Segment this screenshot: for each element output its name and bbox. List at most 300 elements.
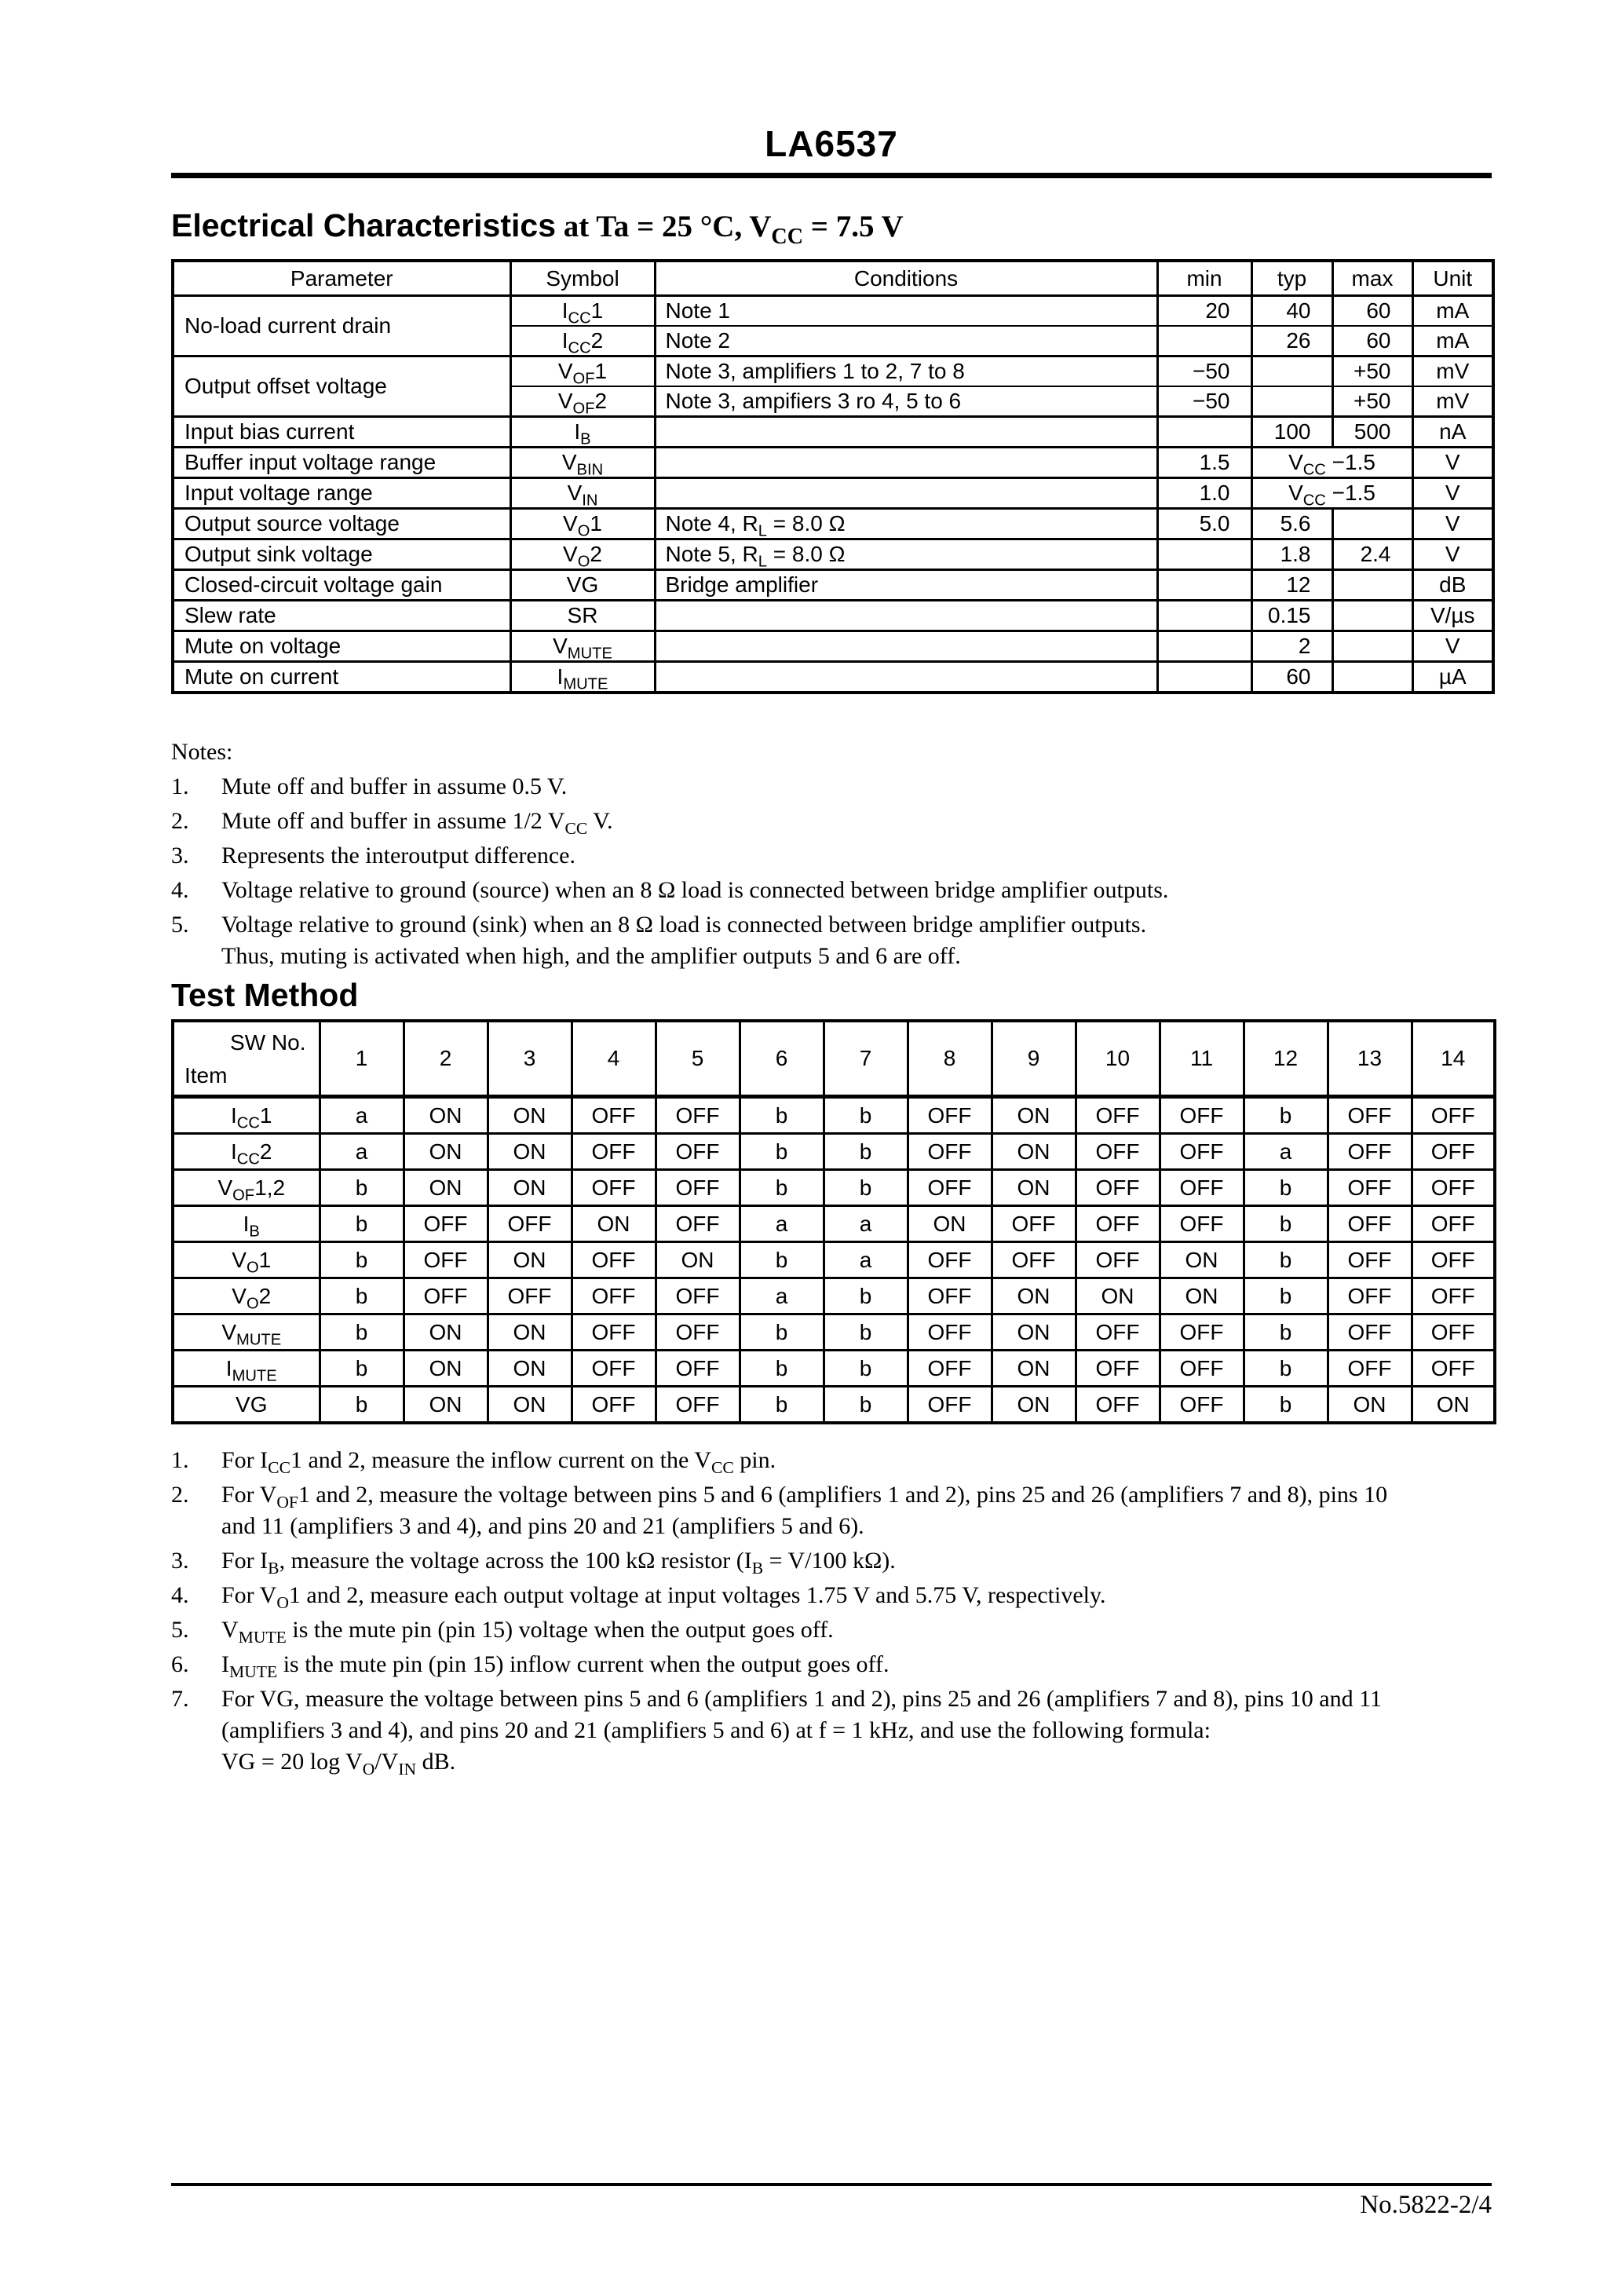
ec-unit-cell: V/µs [1412,601,1493,631]
note-number: 1. [171,773,189,799]
note-item [171,1479,1506,1542]
note-line: (amplifiers 3 and 4), and pins 20 and 21 (amplifiers 5 and 6) at f = 1 kHz, and use the following formula: [221,1717,1211,1743]
ec-typ-cell: 26 [1251,326,1332,356]
ec-header-cell: min [1157,261,1251,296]
test-value-cell: OFF [1412,1134,1495,1170]
section-title-conditions: at Ta = 25 °C, $V_{CC} = 7.5$ V [556,210,904,249]
ec-unit-cell: mA [1412,326,1493,356]
ec-max-cell: +50 [1332,356,1412,387]
test-table-row [173,1206,1495,1242]
ec-header-cell: Conditions [655,261,1157,296]
test-value-cell: ON [656,1242,740,1278]
test-value-cell: ON [404,1387,488,1424]
section-title-text: Electrical Characteristics [171,207,556,243]
test-value-cell: b [320,1242,404,1278]
test-value-cell: OFF [572,1387,656,1424]
ec-typ-cell: 100 [1251,417,1332,448]
note-text [221,1614,1506,1646]
test-value-cell: OFF [656,1314,740,1351]
ec-parameter-cell: Output source voltage [173,509,510,539]
note-text [221,909,1492,972]
ec-table-row [173,296,1493,327]
test-value-cell: ON [404,1314,488,1351]
ec-symbol-cell: $V_{IN}$ [510,478,655,509]
test-table-row [173,1278,1495,1314]
note-item [171,1580,1506,1611]
note-line: VG = 20 $\log V_O/V_{IN}$ dB. [221,1749,456,1779]
test-value-cell: b [1244,1278,1328,1314]
page-number: No.5822-2/4 [1360,2191,1492,2219]
ec-max-cell [1332,601,1412,631]
ec-typ-max-cell: $V_{CC} -1.5$ [1251,448,1412,478]
test-value-cell: OFF [656,1206,740,1242]
test-value-cell: OFF [404,1206,488,1242]
test-value-cell: ON [488,1314,572,1351]
note-item [171,1545,1506,1577]
test-value-cell: b [1244,1351,1328,1387]
note-number: 2. [171,808,189,834]
test-item-cell: $I_{CC}2$ [173,1134,320,1170]
ec-parameter-cell: Mute on voltage [173,631,510,662]
ec-symbol-cell: $I_{CC}1$ [510,296,655,327]
test-value-cell: OFF [572,1170,656,1206]
ec-header-cell: Unit [1412,261,1493,296]
note-line: For $V_O1$ and 2, measure each output voltage at input voltages 1.75 V and 5.75 V, respectively. [221,1582,1106,1612]
test-value-cell: OFF [1160,1387,1244,1424]
footer-rule [171,2183,1492,2186]
test-value-cell: OFF [908,1278,992,1314]
test-value-cell: OFF [908,1351,992,1387]
ec-table-row [173,417,1493,448]
test-value-cell: b [1244,1097,1328,1134]
test-value-cell: OFF [1160,1097,1244,1134]
test-value-cell: b [740,1387,824,1424]
test-table-row [173,1351,1495,1387]
ec-typ-cell [1251,386,1332,417]
ec-table-row [173,448,1493,478]
test-value-cell: b [824,1097,908,1134]
ec-conditions-cell [655,448,1157,478]
test-value-cell: b [1244,1242,1328,1278]
note-text [221,1580,1506,1611]
test-value-cell: b [320,1314,404,1351]
test-header-row [173,1021,1495,1097]
ec-parameter-cell: Mute on current [173,662,510,693]
ec-conditions-cell: Note 5, $R_L = 8.0$ Ω [655,539,1157,570]
ec-table-row [173,631,1493,662]
sw-number-cell: 7 [824,1021,908,1097]
ec-max-cell [1332,662,1412,693]
ec-min-cell [1157,662,1251,693]
test-value-cell: OFF [656,1134,740,1170]
test-item-cell: $I_{CC}1$ [173,1097,320,1134]
ec-unit-cell: mV [1412,356,1493,387]
ec-min-cell [1157,601,1251,631]
note-number: 4. [171,877,189,903]
test-value-cell: b [824,1170,908,1206]
note-line: Voltage relative to ground (sink) when an 8 Ω load is connected between bridge amplifier outputs. [221,912,1147,938]
ec-unit-cell: V [1412,448,1493,478]
note-number: 3. [171,1548,189,1574]
ec-conditions-cell [655,417,1157,448]
sw-number-cell: 6 [740,1021,824,1097]
test-value-cell: b [740,1097,824,1134]
ec-table-row [173,662,1493,693]
test-value-cell: ON [992,1351,1076,1387]
test-value-cell: OFF [572,1242,656,1278]
note-line: $V_{MUTE}$ is the mute pin (pin 15) voltage when the output goes off. [221,1617,834,1647]
test-value-cell: OFF [1412,1351,1495,1387]
ec-table-row [173,601,1493,631]
note-line: Voltage relative to ground (source) when an 8 Ω load is connected between bridge amplifier outputs. [221,877,1169,903]
test-value-cell: OFF [1160,1314,1244,1351]
test-value-cell: ON [1076,1278,1160,1314]
ec-conditions-cell: Bridge amplifier [655,570,1157,601]
section-title-electrical-characteristics [171,207,1492,249]
test-value-cell: OFF [1412,1242,1495,1278]
test-item-cell: $V_{MUTE}$ [173,1314,320,1351]
test-value-cell: b [1244,1206,1328,1242]
test-value-cell: OFF [1160,1134,1244,1170]
test-value-cell: ON [572,1206,656,1242]
note-line: For $V_{OF}1$ and 2, measure the voltage between pins 5 and 6 (amplifiers 1 and 2), pins 25 and 26 (amplifiers 7 and 8), pins 10 [221,1482,1388,1512]
test-method-notes [171,1445,1506,1781]
ec-max-cell: 2.4 [1332,539,1412,570]
ec-header-cell: typ [1251,261,1332,296]
test-value-cell: ON [488,1351,572,1387]
notes-title: Notes: [171,739,233,765]
test-value-cell: b [740,1170,824,1206]
sw-number-cell: 14 [1412,1021,1495,1097]
test-value-cell: ON [404,1170,488,1206]
ec-min-cell: −50 [1157,356,1251,387]
sw-number-cell: 5 [656,1021,740,1097]
notes-list [171,771,1492,972]
ec-unit-cell: µA [1412,662,1493,693]
ec-table-body [173,296,1493,693]
note-line: Thus, muting is activated when high, and the amplifier outputs 5 and 6 are off. [221,943,961,969]
ec-unit-cell: V [1412,631,1493,662]
ec-symbol-cell: VG [510,570,655,601]
test-value-cell: OFF [572,1278,656,1314]
test-value-cell: ON [992,1387,1076,1424]
note-text [221,1649,1506,1680]
test-value-cell: b [320,1387,404,1424]
ec-unit-cell: mA [1412,296,1493,327]
ec-symbol-cell: $V_O2$ [510,539,655,570]
sw-number-cell: 4 [572,1021,656,1097]
test-value-cell: ON [404,1351,488,1387]
ec-max-cell [1332,570,1412,601]
test-value-cell: ON [992,1134,1076,1170]
ec-parameter-cell: Input bias current [173,417,510,448]
note-line: Represents the interoutput difference. [221,843,575,868]
test-value-cell: OFF [1328,1242,1412,1278]
note-line: Mute off and buffer in assume 0.5 V. [221,773,568,799]
test-value-cell: OFF [656,1170,740,1206]
test-table-row [173,1170,1495,1206]
test-table-row [173,1387,1495,1424]
note-text [221,1545,1506,1577]
test-table-row [173,1314,1495,1351]
ec-parameter-cell: Closed-circuit voltage gain [173,570,510,601]
ec-typ-cell: 1.8 [1251,539,1332,570]
ec-table-row [173,509,1493,539]
test-value-cell: b [824,1387,908,1424]
note-number: 3. [171,843,189,868]
test-value-cell: OFF [1412,1278,1495,1314]
test-value-cell: OFF [1328,1314,1412,1351]
note-line: and 11 (amplifiers 3 and 4), and pins 20 and 21 (amplifiers 5 and 6). [221,1513,864,1539]
test-corner-cell [173,1021,320,1097]
test-value-cell: OFF [908,1314,992,1351]
test-value-cell: OFF [1412,1314,1495,1351]
test-value-cell: OFF [1076,1351,1160,1387]
test-value-cell: b [824,1351,908,1387]
note-text [221,840,1492,872]
test-value-cell: OFF [1076,1134,1160,1170]
ec-typ-cell: 40 [1251,296,1332,327]
test-value-cell: OFF [572,1097,656,1134]
test-item-cell: VG [173,1387,320,1424]
test-table-body [173,1097,1495,1424]
test-value-cell: OFF [488,1206,572,1242]
ec-conditions-cell: Note 3, amplifiers 1 to 2, 7 to 8 [655,356,1157,387]
ec-conditions-cell [655,478,1157,509]
part-number: LA6537 [765,123,898,164]
note-text [221,1479,1506,1542]
test-value-cell: b [824,1314,908,1351]
test-value-cell: OFF [1412,1097,1495,1134]
note-item [171,909,1492,972]
test-value-cell: OFF [1328,1097,1412,1134]
test-value-cell: OFF [992,1206,1076,1242]
test-value-cell: b [320,1206,404,1242]
test-value-cell: OFF [1076,1170,1160,1206]
test-value-cell: OFF [908,1097,992,1134]
note-text [221,875,1492,906]
test-value-cell: ON [992,1278,1076,1314]
ec-min-cell: 20 [1157,296,1251,327]
ec-typ-cell: 60 [1251,662,1332,693]
test-value-cell: a [740,1206,824,1242]
note-item [171,771,1492,803]
test-value-cell: b [1244,1387,1328,1424]
ec-parameter-cell: Output sink voltage [173,539,510,570]
ec-unit-cell: V [1412,539,1493,570]
ec-parameter-cell: No-load current drain [173,296,510,356]
test-value-cell: b [320,1351,404,1387]
ec-max-cell [1332,509,1412,539]
test-value-cell: a [1244,1134,1328,1170]
ec-table-row [173,478,1493,509]
test-value-cell: ON [992,1314,1076,1351]
test-table-row [173,1134,1495,1170]
test-value-cell: b [824,1278,908,1314]
test-value-cell: OFF [1076,1387,1160,1424]
section-title-test-method: Test Method [171,977,359,1013]
ec-min-cell [1157,631,1251,662]
test-value-cell: OFF [1076,1097,1160,1134]
test-value-cell: OFF [404,1278,488,1314]
test-item-cell: $V_O2$ [173,1278,320,1314]
test-value-cell: b [824,1134,908,1170]
header-rule [171,173,1492,178]
test-value-cell: ON [1412,1387,1495,1424]
test-value-cell: OFF [1076,1314,1160,1351]
ec-symbol-cell: $V_{OF}2$ [510,386,655,417]
test-value-cell: ON [488,1134,572,1170]
ec-parameter-cell: Output offset voltage [173,356,510,417]
ec-symbol-cell: $V_{MUTE}$ [510,631,655,662]
note-text [221,771,1492,803]
test-value-cell: OFF [1160,1206,1244,1242]
test-table-row [173,1242,1495,1278]
ec-conditions-cell: Note 4, $R_L = 8.0$ Ω [655,509,1157,539]
note-text [221,1684,1506,1778]
test-value-cell: b [320,1278,404,1314]
note-line: Mute off and buffer in assume 1/2 $V_{CC}$ V. [221,808,613,838]
test-value-cell: OFF [488,1278,572,1314]
ec-symbol-cell: $V_{BIN}$ [510,448,655,478]
test-value-cell: b [320,1170,404,1206]
test-value-cell: ON [1160,1278,1244,1314]
test-item-cell: $V_O1$ [173,1242,320,1278]
test-method-table [171,1019,1496,1424]
test-item-cell: $I_{MUTE}$ [173,1351,320,1387]
note-line: For $I_B$, measure the voltage across the 100 kΩ resistor ($I_B = V/100$ kΩ). [221,1548,896,1578]
test-value-cell: a [824,1206,908,1242]
ec-parameter-cell: Slew rate [173,601,510,631]
test-value-cell: b [1244,1170,1328,1206]
test-table-row [173,1097,1495,1134]
note-line: For $I_{CC}1$ and 2, measure the inflow current on the $V_{CC}$ pin. [221,1447,776,1477]
test-value-cell: OFF [1328,1278,1412,1314]
ec-typ-cell: 12 [1251,570,1332,601]
ec-unit-cell: V [1412,509,1493,539]
test-value-cell: ON [488,1242,572,1278]
ec-min-cell: 1.5 [1157,448,1251,478]
test-value-cell: ON [404,1097,488,1134]
test-table-head [173,1021,1495,1097]
ec-conditions-cell: Note 2 [655,326,1157,356]
test-value-cell: OFF [572,1314,656,1351]
sw-number-cell: 9 [992,1021,1076,1097]
ec-parameter-cell: Input voltage range [173,478,510,509]
ec-table-row [173,570,1493,601]
ec-symbol-cell: $V_{OF}1$ [510,356,655,387]
sw-number-cell: 2 [404,1021,488,1097]
test-value-cell: OFF [1076,1242,1160,1278]
ec-max-cell [1332,631,1412,662]
ec-typ-cell: 5.6 [1251,509,1332,539]
test-value-cell: ON [992,1170,1076,1206]
ec-typ-cell: 0.15 [1251,601,1332,631]
test-value-cell: OFF [908,1134,992,1170]
ec-symbol-cell: $I_{CC}2$ [510,326,655,356]
ec-header-cell: Symbol [510,261,655,296]
test-value-cell: OFF [1076,1206,1160,1242]
test-item-cell: $I_B$ [173,1206,320,1242]
note-number: 2. [171,1482,189,1508]
test-value-cell: OFF [908,1242,992,1278]
note-number: 1. [171,1447,189,1473]
ec-symbol-cell: $I_B$ [510,417,655,448]
ec-min-cell [1157,539,1251,570]
ec-max-cell: +50 [1332,386,1412,417]
note-item [171,1445,1506,1476]
electrical-characteristics-table [171,259,1495,694]
test-value-cell: OFF [1412,1170,1495,1206]
ec-unit-cell: dB [1412,570,1493,601]
ec-unit-cell: nA [1412,417,1493,448]
test-value-cell: ON [908,1206,992,1242]
notes-block [171,737,1492,975]
test-value-cell: OFF [1328,1206,1412,1242]
ec-max-cell: 60 [1332,296,1412,327]
test-value-cell: OFF [572,1134,656,1170]
ec-header-cell: Parameter [173,261,510,296]
ec-conditions-cell [655,601,1157,631]
sw-number-cell: 10 [1076,1021,1160,1097]
test-value-cell: OFF [1412,1206,1495,1242]
ec-unit-cell: V [1412,478,1493,509]
note-number: 6. [171,1651,189,1677]
note-number: 7. [171,1686,189,1712]
sw-number-cell: 3 [488,1021,572,1097]
test-value-cell: b [740,1242,824,1278]
test-value-cell: ON [488,1097,572,1134]
test-value-cell: OFF [572,1351,656,1387]
test-value-cell: OFF [1328,1351,1412,1387]
ec-symbol-cell: SR [510,601,655,631]
test-value-cell: b [1244,1314,1328,1351]
note-line: For VG, measure the voltage between pins 5 and 6 (amplifiers 1 and 2), pins 25 and 26 (amplifiers 7 and 8), pins 10 and 11 [221,1686,1383,1712]
test-value-cell: ON [404,1134,488,1170]
test-value-cell: OFF [1328,1134,1412,1170]
note-number: 5. [171,912,189,938]
ec-conditions-cell: Note 1 [655,296,1157,327]
ec-typ-cell: 2 [1251,631,1332,662]
ec-conditions-cell [655,662,1157,693]
sw-number-cell: 12 [1244,1021,1328,1097]
test-value-cell: OFF [656,1351,740,1387]
ec-min-cell [1157,326,1251,356]
ec-parameter-cell: Buffer input voltage range [173,448,510,478]
ec-symbol-cell: $I_{MUTE}$ [510,662,655,693]
test-value-cell: a [740,1278,824,1314]
ec-max-cell: 60 [1332,326,1412,356]
test-value-cell: OFF [908,1387,992,1424]
test-value-cell: OFF [992,1242,1076,1278]
test-value-cell: b [740,1314,824,1351]
ec-typ-cell [1251,356,1332,387]
test-value-cell: b [740,1351,824,1387]
test-value-cell: OFF [908,1170,992,1206]
test-value-cell: ON [488,1387,572,1424]
ec-min-cell [1157,417,1251,448]
test-value-cell: OFF [656,1097,740,1134]
test-value-cell: a [320,1134,404,1170]
ec-table-row [173,356,1493,387]
ec-conditions-cell: Note 3, ampifiers 3 ro 4, 5 to 6 [655,386,1157,417]
sw-number-cell: 8 [908,1021,992,1097]
ec-conditions-cell [655,631,1157,662]
note-item [171,1684,1506,1778]
item-label: Item [184,1063,228,1088]
test-value-cell: ON [488,1170,572,1206]
test-value-cell: b [740,1134,824,1170]
